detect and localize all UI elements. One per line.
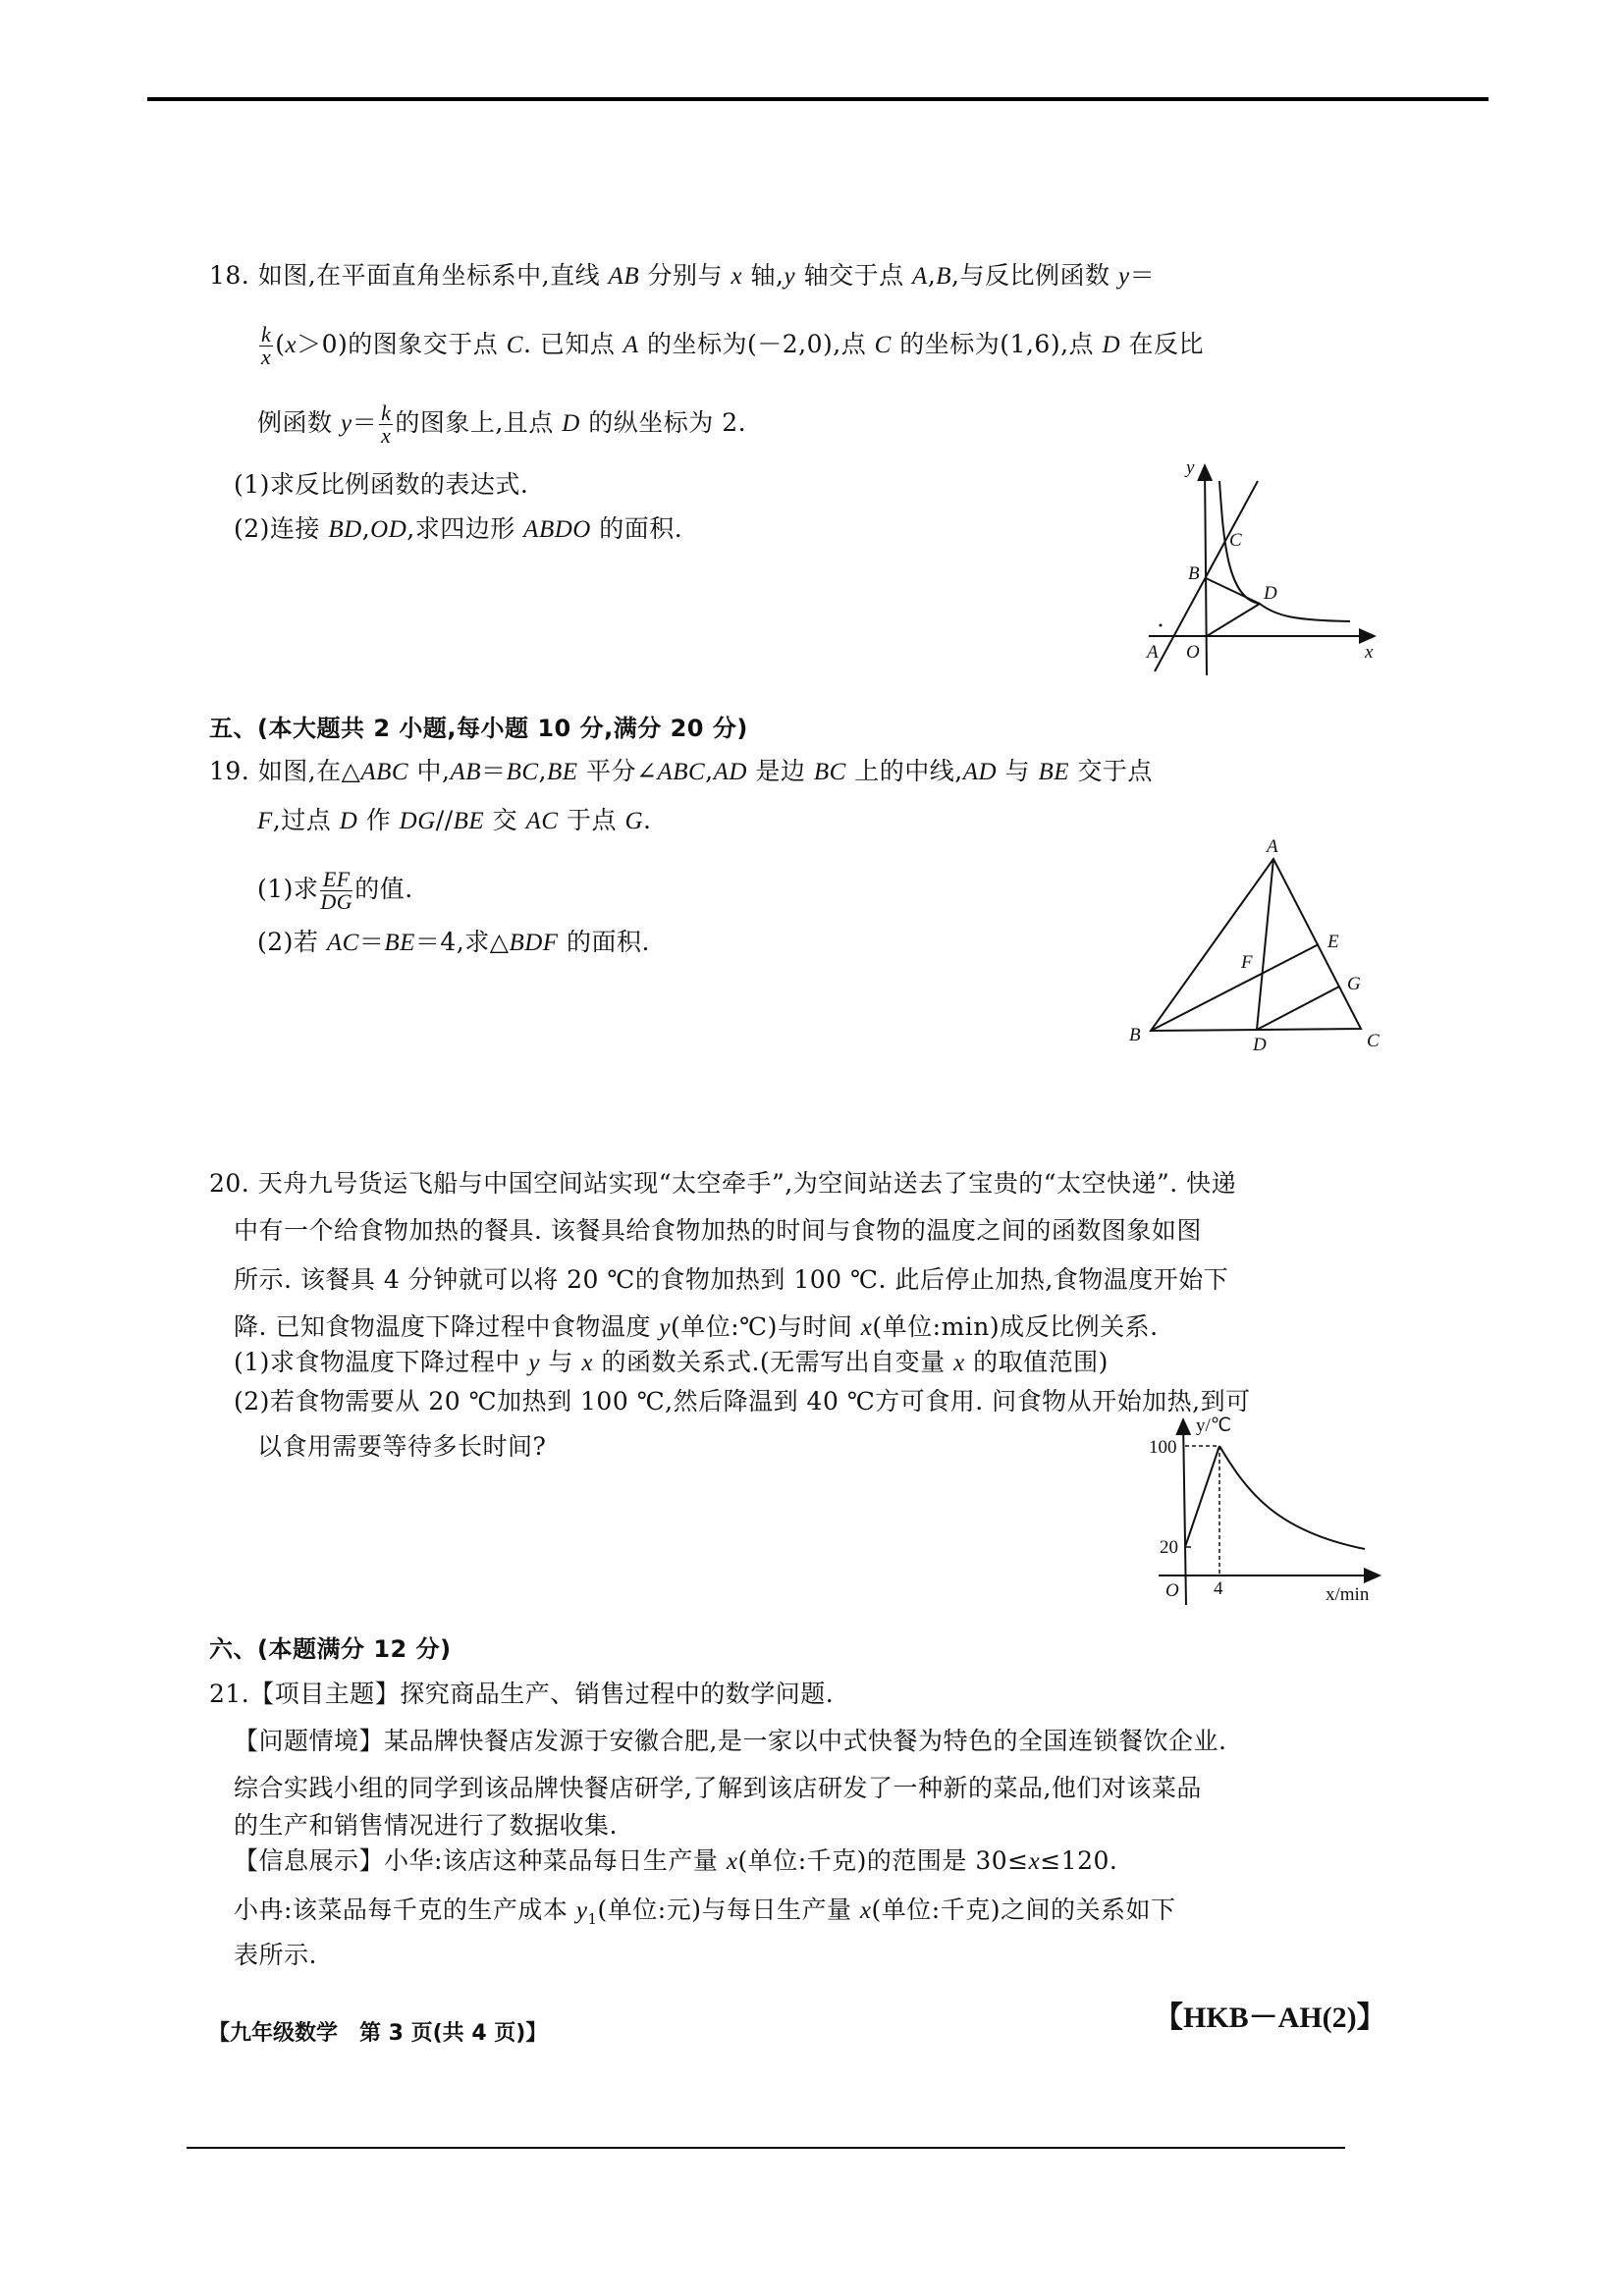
- svg-text:C: C: [1229, 530, 1242, 551]
- q21-line-2: 【问题情境】某品牌快餐店发源于安徽合肥,是一家以中式快餐为特色的全国连锁餐饮企业.: [234, 1727, 1227, 1755]
- svg-text:20: 20: [1160, 1537, 1178, 1558]
- section-5-heading: 五、(本大题共 2 小题,每小题 10 分,满分 20 分): [209, 715, 748, 742]
- q21-line-7: 表所示.: [234, 1941, 317, 1969]
- exam-code: 【HKB－AH(2)】: [1154, 2002, 1386, 2034]
- q20-line-1: 20. 天舟九号货运飞船与中国空间站实现“太空牵手”,为空间站送去了宝贵的“太空快递”. 快递: [209, 1169, 1237, 1198]
- q20-temperature-chart: [1129, 1414, 1424, 1629]
- q21-line-1: 21.【项目主题】探究商品生产、销售过程中的数学问题.: [209, 1680, 835, 1708]
- q20-line-3: 所示. 该餐具 4 分钟就可以将 20 ℃的食物加热到 100 ℃. 此后停止加热,食物温度开始下: [234, 1265, 1229, 1294]
- q19-part-2: (2)若 AC＝BE＝4,求△BDF 的面积.: [257, 928, 650, 956]
- q20-line-4: 降. 已知食物温度下降过程中食物温度 y(单位:℃)与时间 x(单位:min)成反比例关系.: [234, 1312, 1159, 1341]
- footer-rule: [187, 2147, 1345, 2149]
- q19-line-1: 19. 如图,在△ABC 中,AB＝BC,BE 平分∠ABC,AD 是边 BC 上的中线,AD 与 BE 交于点: [209, 757, 1153, 785]
- fraction-k-over-x: $\frac{k}{x}$: [381, 400, 392, 448]
- q18-line-3: 例函数 y＝ $\frac{k}{x}$ 的图象上,且点 D 的纵坐标为 2.: [257, 400, 747, 448]
- q19-line-2: F,过点 D 作 DG//BE 交 AC 于点 G.: [257, 806, 652, 834]
- q21-line-5: 【信息展示】小华:该店这种菜品每日生产量 x(单位:千克)的范围是 30≤x≤120.: [234, 1846, 1118, 1875]
- svg-text:D: D: [1253, 1035, 1267, 1055]
- q18-part-1: (1)求反比例函数的表达式.: [234, 470, 529, 499]
- q18-part-2: (2)连接 BD,OD,求四边形 ABDO 的面积.: [234, 514, 683, 543]
- q18-line-1: 18. 如图,在平面直角坐标系中,直线 AB 分别与 x 轴,y 轴交于点 A,B,与反比例函数 y＝: [209, 261, 1156, 290]
- q18-line-2: $\frac{k}{x}$ (x＞0)的图象交于点 C. 已知点 A 的坐标为(－2,0),点 C 的坐标为(1,6),点 D 在反比: [261, 322, 1204, 369]
- q19-figure: [1119, 834, 1414, 1060]
- q20-part-2-cont: 以食用需要等待多长时间?: [257, 1432, 547, 1461]
- q20-line-2: 中有一个给食物加热的餐具. 该餐具给食物加热的时间与食物的温度之间的函数图象如图: [234, 1216, 1202, 1245]
- svg-text:x: x: [1365, 642, 1374, 663]
- fraction-k-over-x: $\frac{k}{x}$: [261, 322, 272, 369]
- svg-text:C: C: [1367, 1031, 1380, 1051]
- svg-text:y/℃: y/℃: [1196, 1415, 1232, 1436]
- svg-text:A: A: [1267, 836, 1278, 857]
- q21-line-3: 综合实践小组的同学到该品牌快餐店研学,了解到该店研发了一种新的菜品,他们对该菜品: [234, 1774, 1202, 1802]
- svg-text:A: A: [1147, 642, 1159, 663]
- section-6-heading: 六、(本题满分 12 分): [209, 1635, 452, 1663]
- q18-figure: [1129, 452, 1424, 687]
- q20-part-1: (1)求食物温度下降过程中 y 与 x 的函数关系式.(无需写出自变量 x 的取值范围): [234, 1348, 1109, 1376]
- svg-text:D: D: [1264, 583, 1277, 604]
- q21-line-6: 小冉:该菜品每千克的生产成本 $y_1$(单位:元)与每日生产量 x(单位:千克)之间的关系如下: [234, 1896, 1176, 1928]
- svg-text:E: E: [1327, 932, 1339, 952]
- svg-text:O: O: [1165, 1580, 1179, 1601]
- q21-line-4: 的生产和销售情况进行了数据收集.: [234, 1811, 618, 1840]
- page-footer-info: 【九年级数学 第 3 页(共 4 页)】: [208, 2021, 548, 2046]
- svg-text:B: B: [1129, 1025, 1141, 1045]
- svg-text:4: 4: [1214, 1578, 1223, 1599]
- svg-text:F: F: [1241, 952, 1253, 973]
- fraction-ef-over-dg: $\frac{EF}{DG}$: [320, 867, 353, 914]
- svg-text:B: B: [1188, 563, 1200, 584]
- svg-text:G: G: [1347, 974, 1361, 994]
- svg-text:x/min: x/min: [1326, 1584, 1370, 1605]
- coordinate-graph: [1129, 452, 1424, 687]
- svg-text:O: O: [1186, 642, 1200, 663]
- svg-text:y: y: [1186, 457, 1195, 478]
- temperature-time-graph: [1129, 1414, 1424, 1629]
- q19-part-1: (1)求 $\frac{EF}{DG}$ 的值.: [257, 867, 413, 914]
- q20-part-2: (2)若食物需要从 20 ℃加热到 100 ℃,然后降温到 40 ℃方可食用. 问食物从开始加热,到可: [234, 1387, 1251, 1415]
- triangle-diagram: [1119, 834, 1414, 1060]
- svg-text:100: 100: [1149, 1437, 1177, 1458]
- header-rule: [147, 97, 1489, 101]
